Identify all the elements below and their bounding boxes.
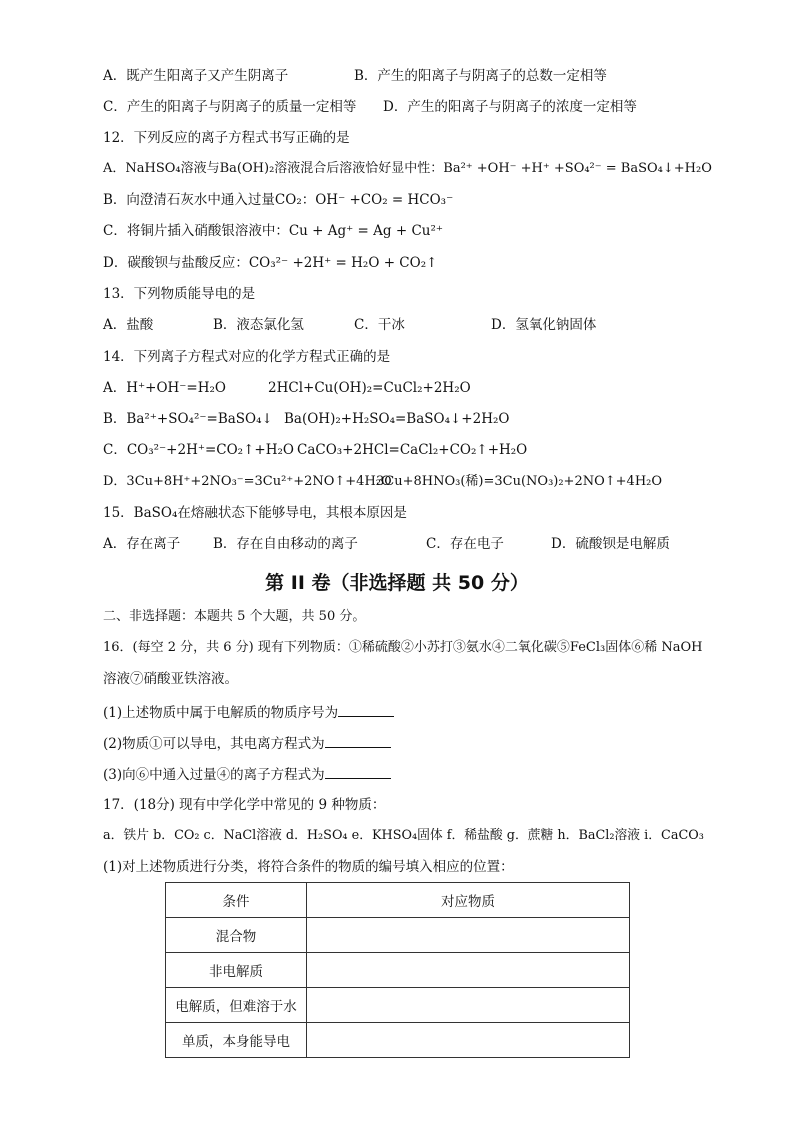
table-row: [166, 988, 630, 1023]
q16-part1: [103, 702, 394, 723]
table-answer-cell[interactable]: [307, 953, 630, 988]
table-row-label: 混合物: [166, 918, 307, 953]
q12-stem: 12．下列反应的离子方程式书写正确的是: [103, 130, 350, 146]
q14-stem: 14．下列离子方程式对应的化学方程式正确的是: [103, 349, 391, 365]
table-row: [166, 953, 630, 988]
table-row-label: 非电解质: [166, 953, 307, 988]
classification-table: [165, 882, 630, 1058]
table-header-substance: 对应物质: [307, 883, 630, 918]
table-answer-cell[interactable]: [307, 988, 630, 1023]
q17-substance-list: a．铁片 b．CO₂ c．NaCl溶液 d．H₂SO₄ e．KHSO₄固体 f．稀盐酸 g．蔗糖 h．BaCl₂溶液 i．CaCO₃: [103, 828, 704, 843]
q11-option-c: C．产生的阳离子与阴离子的质量一定相等: [103, 99, 357, 115]
q13-option-b: B．液态氯化氢: [213, 317, 304, 333]
q14-a-chemical: 2HCl+Cu(OH)₂=CuCl₂+2H₂O: [268, 380, 471, 396]
q14-b-chemical: Ba(OH)₂+H₂SO₄=BaSO₄↓+2H₂O: [284, 411, 510, 427]
q14-d-ionic: D．3Cu+8H⁺+2NO₃⁻=3Cu²⁺+2NO↑+4H₂O: [103, 474, 392, 489]
q11-option-a: A．既产生阳离子又产生阴离子: [103, 68, 289, 84]
q14-c-chemical: CaCO₃+2HCl=CaCl₂+CO₂↑+H₂O: [297, 442, 528, 458]
table-row-label: 电解质，但难溶于水: [166, 988, 307, 1023]
table-row-label: 单质，本身能导电: [166, 1023, 307, 1058]
q14-d-chemical: 3Cu+8HNO₃(稀)=3Cu(NO₃)₂+2NO↑+4H₂O: [376, 474, 663, 489]
q16-part3-answer-blank[interactable]: [325, 764, 391, 779]
q17-stem: 17．(18分) 现有中学化学中常见的 9 种物质：: [103, 797, 386, 813]
q13-option-c: C．干冰: [354, 317, 405, 333]
q13-option-d: D．氢氧化钠固体: [491, 317, 597, 333]
q15-option-b: B．存在自由移动的离子: [213, 536, 358, 552]
q14-b-ionic: B．Ba²⁺+SO₄²⁻=BaSO₄↓: [103, 411, 273, 427]
q12-option-d: D．碳酸钡与盐酸反应：CO₃²⁻ +2H⁺ = H₂O + CO₂↑: [103, 255, 438, 271]
q15-option-d: D．硫酸钡是电解质: [551, 536, 670, 552]
q16-part3-text: (3)向⑥中通入过量④的离子方程式为: [103, 767, 325, 783]
q12-option-b: B．向澄清石灰水中通入过量CO₂：OH⁻ +CO₂ = HCO₃⁻: [103, 192, 454, 208]
q16-stem-line1: 16．(每空 2 分，共 6 分) 现有下列物质：①稀硫酸②小苏打③氨水④二氧化碳⑤FeCl₃固体⑥稀 NaOH: [103, 640, 703, 655]
q16-stem-line2: 溶液⑦硝酸亚铁溶液。: [103, 671, 238, 687]
q16-part2: [103, 733, 391, 754]
q16-part2-answer-blank[interactable]: [325, 733, 391, 748]
q15-stem: 15．BaSO₄在熔融状态下能够导电，其根本原因是: [103, 505, 407, 521]
q16-part2-text: (2)物质①可以导电，其电离方程式为: [103, 736, 325, 752]
table-row: [166, 1023, 630, 1058]
section-ii-intro: 二、非选择题：本题共 5 个大题，共 50 分。: [103, 609, 366, 624]
q16-part1-answer-blank[interactable]: [338, 702, 394, 717]
q14-a-ionic: A．H⁺+OH⁻=H₂O: [103, 380, 226, 396]
table-answer-cell[interactable]: [307, 918, 630, 953]
q15-option-a: A．存在离子: [103, 536, 181, 552]
table-row: [166, 918, 630, 953]
q11-option-b: B．产生的阳离子与阴离子的总数一定相等: [354, 68, 607, 84]
q16-part3: [103, 764, 391, 785]
q13-option-a: A．盐酸: [103, 317, 154, 333]
section-ii-title: 第 II 卷（非选择题 共 50 分）: [265, 572, 529, 594]
q17-part1: (1)对上述物质进行分类，将符合条件的物质的编号填入相应的位置：: [103, 859, 514, 875]
table-answer-cell[interactable]: [307, 1023, 630, 1058]
q15-option-c: C．存在电子: [426, 536, 504, 552]
q12-option-c: C．将铜片插入硝酸银溶液中：Cu + Ag⁺ = Ag + Cu²⁺: [103, 223, 444, 239]
table-header-row: [166, 883, 630, 918]
table-header-condition: 条件: [166, 883, 307, 918]
q14-c-ionic: C．CO₃²⁻+2H⁺=CO₂↑+H₂O: [103, 442, 294, 458]
q13-stem: 13．下列物质能导电的是: [103, 286, 256, 302]
q11-option-d: D．产生的阳离子与阴离子的浓度一定相等: [383, 99, 637, 115]
q12-option-a: A．NaHSO₄溶液与Ba(OH)₂溶液混合后溶液恰好显中性：Ba²⁺ +OH⁻ +H⁺ +SO₄²⁻ = BaSO₄↓+H₂O: [103, 161, 712, 176]
q16-part1-text: (1)上述物质中属于电解质的物质序号为: [103, 705, 339, 721]
